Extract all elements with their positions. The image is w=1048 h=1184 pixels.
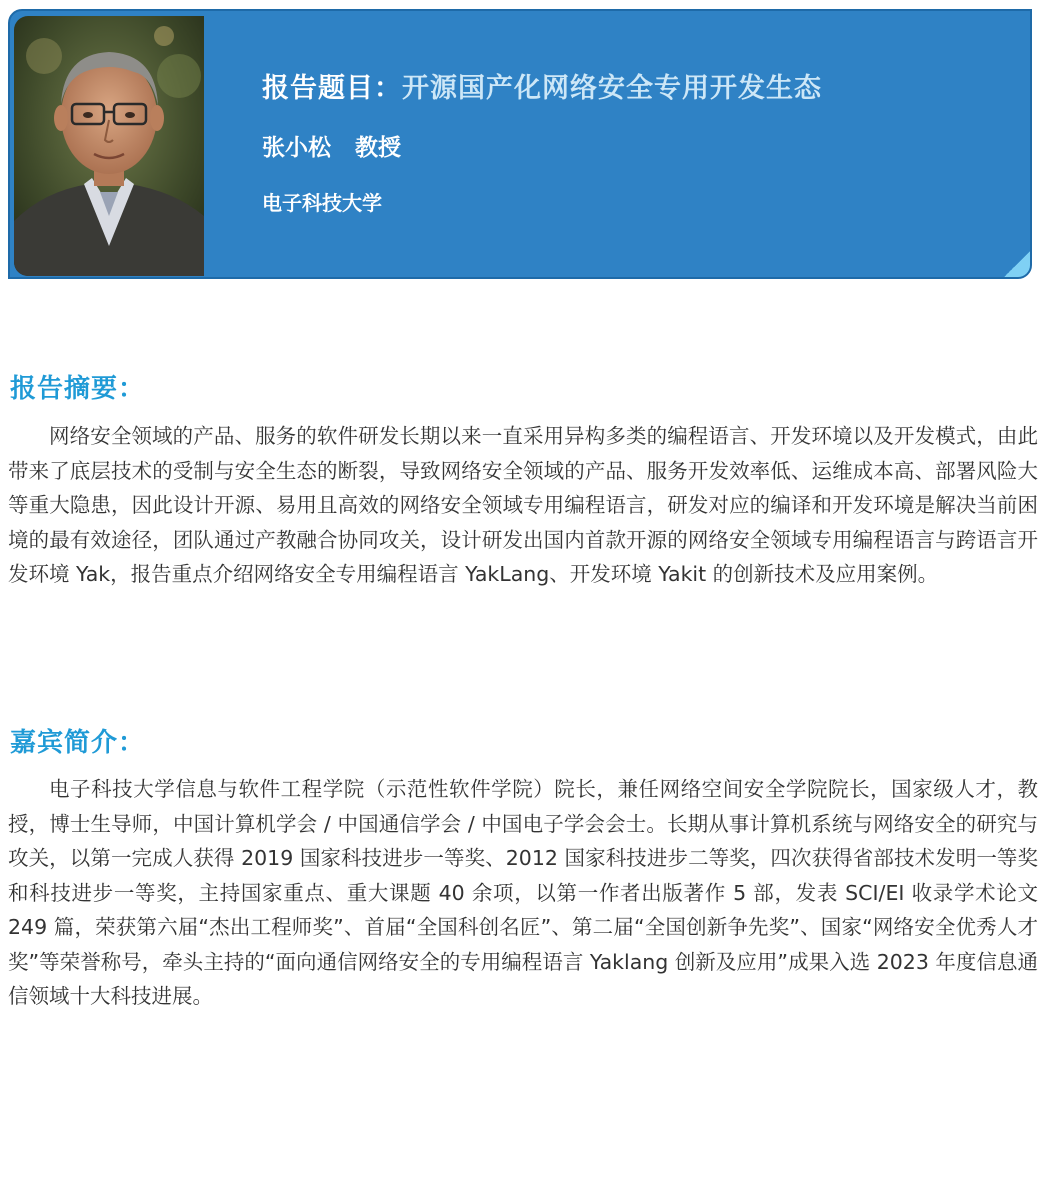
speaker-line (262, 129, 401, 162)
speaker-role: 教授 (355, 135, 401, 161)
speaker-banner (8, 9, 1032, 279)
bio-heading: 嘉宾简介： (10, 728, 146, 758)
talk-title-label: 报告题目： (262, 73, 402, 104)
abstract-text: 网络安全领域的产品、服务的软件研发长期以来一直采用异构多类的编程语言、开发环境以及开发模式，由此带来了底层技术的受制与安全生态的断裂，导致网络安全领域的产品、服务开发效率低、运维成本高、部署风险大等重大隐患，因此设计开源、易用且高效的网络安全领域专用编程语言，研发对应的编译和开发环境是解决当前困境的最有效途径，团队通过产教融合协同攻关，设计研发出国内首款开源的网络安全领域专用编程语言与跨语言开发环境 Yak，报告重点介绍网络安全专用编程语言 YakLang、开发环境 Yakit 的创新技术及应用案例。 (8, 424, 1038, 586)
talk-title-value: 开源国产化网络安全专用开发生态 (402, 73, 822, 104)
speaker-affiliation: 电子科技大学 (262, 191, 382, 215)
talk-title (262, 66, 822, 105)
speaker-name: 张小松 (262, 135, 331, 161)
portrait-image (14, 16, 204, 276)
speaker-photo (14, 16, 204, 276)
bio-text: 电子科技大学信息与软件工程学院（示范性软件学院）院长，兼任网络空间安全学院院长，国家级人才，教授，博士生导师，中国计算机学会 / 中国通信学会 / 中国电子学会会士。长期从事计算机系统与网络安全的研究与攻关，以第一完成人获得 2019 国家科技进步一等奖、2012 国家科技进步二等奖，四次获得省部技术发明一等奖和科技进步一等奖，主持国家重点、重大课题 40 余项，以第一作者出版著作 5 部，发表 SCI/EI 收录学术论文 249 篇，荣获第六届“杰出工程师奖”、首届“全国科创名匠”、第二届“全国创新争先奖”、国家“网络安全优秀人才奖”等荣誉称号，牵头主持的“面向通信网络安全的专用编程语言 Yaklang 创新及应用”成果入选 2023 年度信息通信领域十大科技进展。 (8, 777, 1038, 1008)
abstract-heading: 报告摘要： (10, 374, 146, 404)
